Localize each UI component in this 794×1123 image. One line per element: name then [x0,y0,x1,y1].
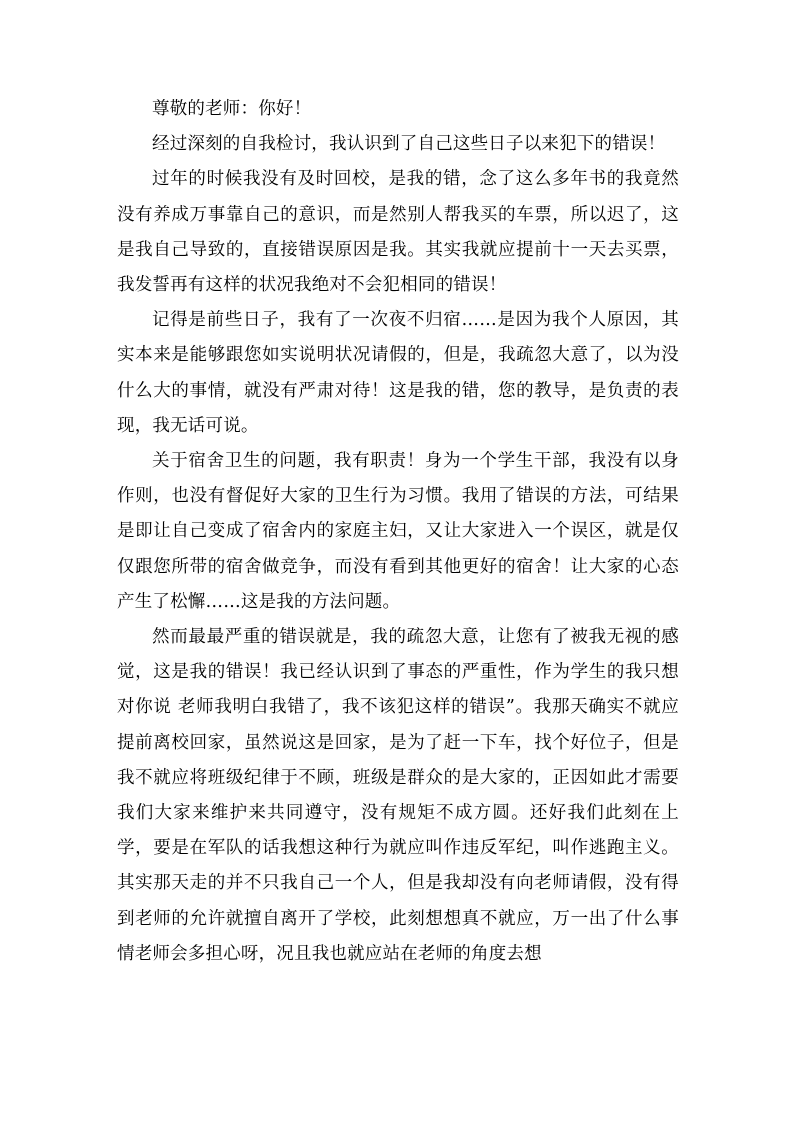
salutation: 尊敬的老师：你好！ [152,99,312,119]
paragraph-most-serious-error: 然而最最严重的错误就是，我的疏忽大意，让您有了被我无视的感觉，这是我的错误！我已经认识到了事态的严重性，作为学生的我只想对你说 老师我明白我错了，我不该犯这样的错误”。我那天确实不就应提前离校回家，虽然说这是回家，是为了赶一下车，找个好位子，但是我不就应将班级纪律于不顾，班级是群众的是大家的，正因如此才需要我们大家来维护来共同遵守，没有规矩不成方圆。还好我们此刻在上学，要是在军队的话我想这种行为就应叫作违反军纪，叫作逃跑主义。其实那天走的并不只我自己一个人，但是我却没有向老师请假，没有得到老师的允许就擅自离开了学校，此刻想想真不就应，万一出了什么事情老师会多担心呀，况且我也就应站在老师的角度去想 [117,627,679,964]
paragraph-dorm-hygiene: 关于宿舍卫生的问题，我有职责！身为一个学生干部，我没有以身作则，也没有督促好大家的卫生行为习惯。我用了错误的方法，可结果是即让自己变成了宿舍内的家庭主妇，又让大家进入一个误区，就是仅仅跟您所带的宿舍做竞争，而没有看到其他更好的宿舍！让大家的心态产生了松懈……这是我的方法问题。 [117,451,679,612]
letter-body [117,92,679,972]
paragraph-late-return: 过年的时候我没有及时回校，是我的错，念了这么多年书的我竟然没有养成万事靠自己的意识，而是然别人帮我买的车票，所以迟了，这是我自己导致的，直接错误原因是我。其实我就应提前十一天去买票，我发誓再有这样的状况我绝对不会犯相同的错误！ [117,169,679,296]
paragraph-night-absence: 记得是前些日子，我有了一次夜不归宿……是因为我个人原因，其实本来是能够跟您如实说明状况请假的，但是，我疏忽大意了，以为没什么大的事情，就没有严肃对待！这是我的错，您的教导，是负责的表现，我无话可说。 [117,310,679,436]
paragraph-intro: 经过深刻的自我检讨，我认识到了自己这些日子以来犯下的错误！ [152,134,666,155]
